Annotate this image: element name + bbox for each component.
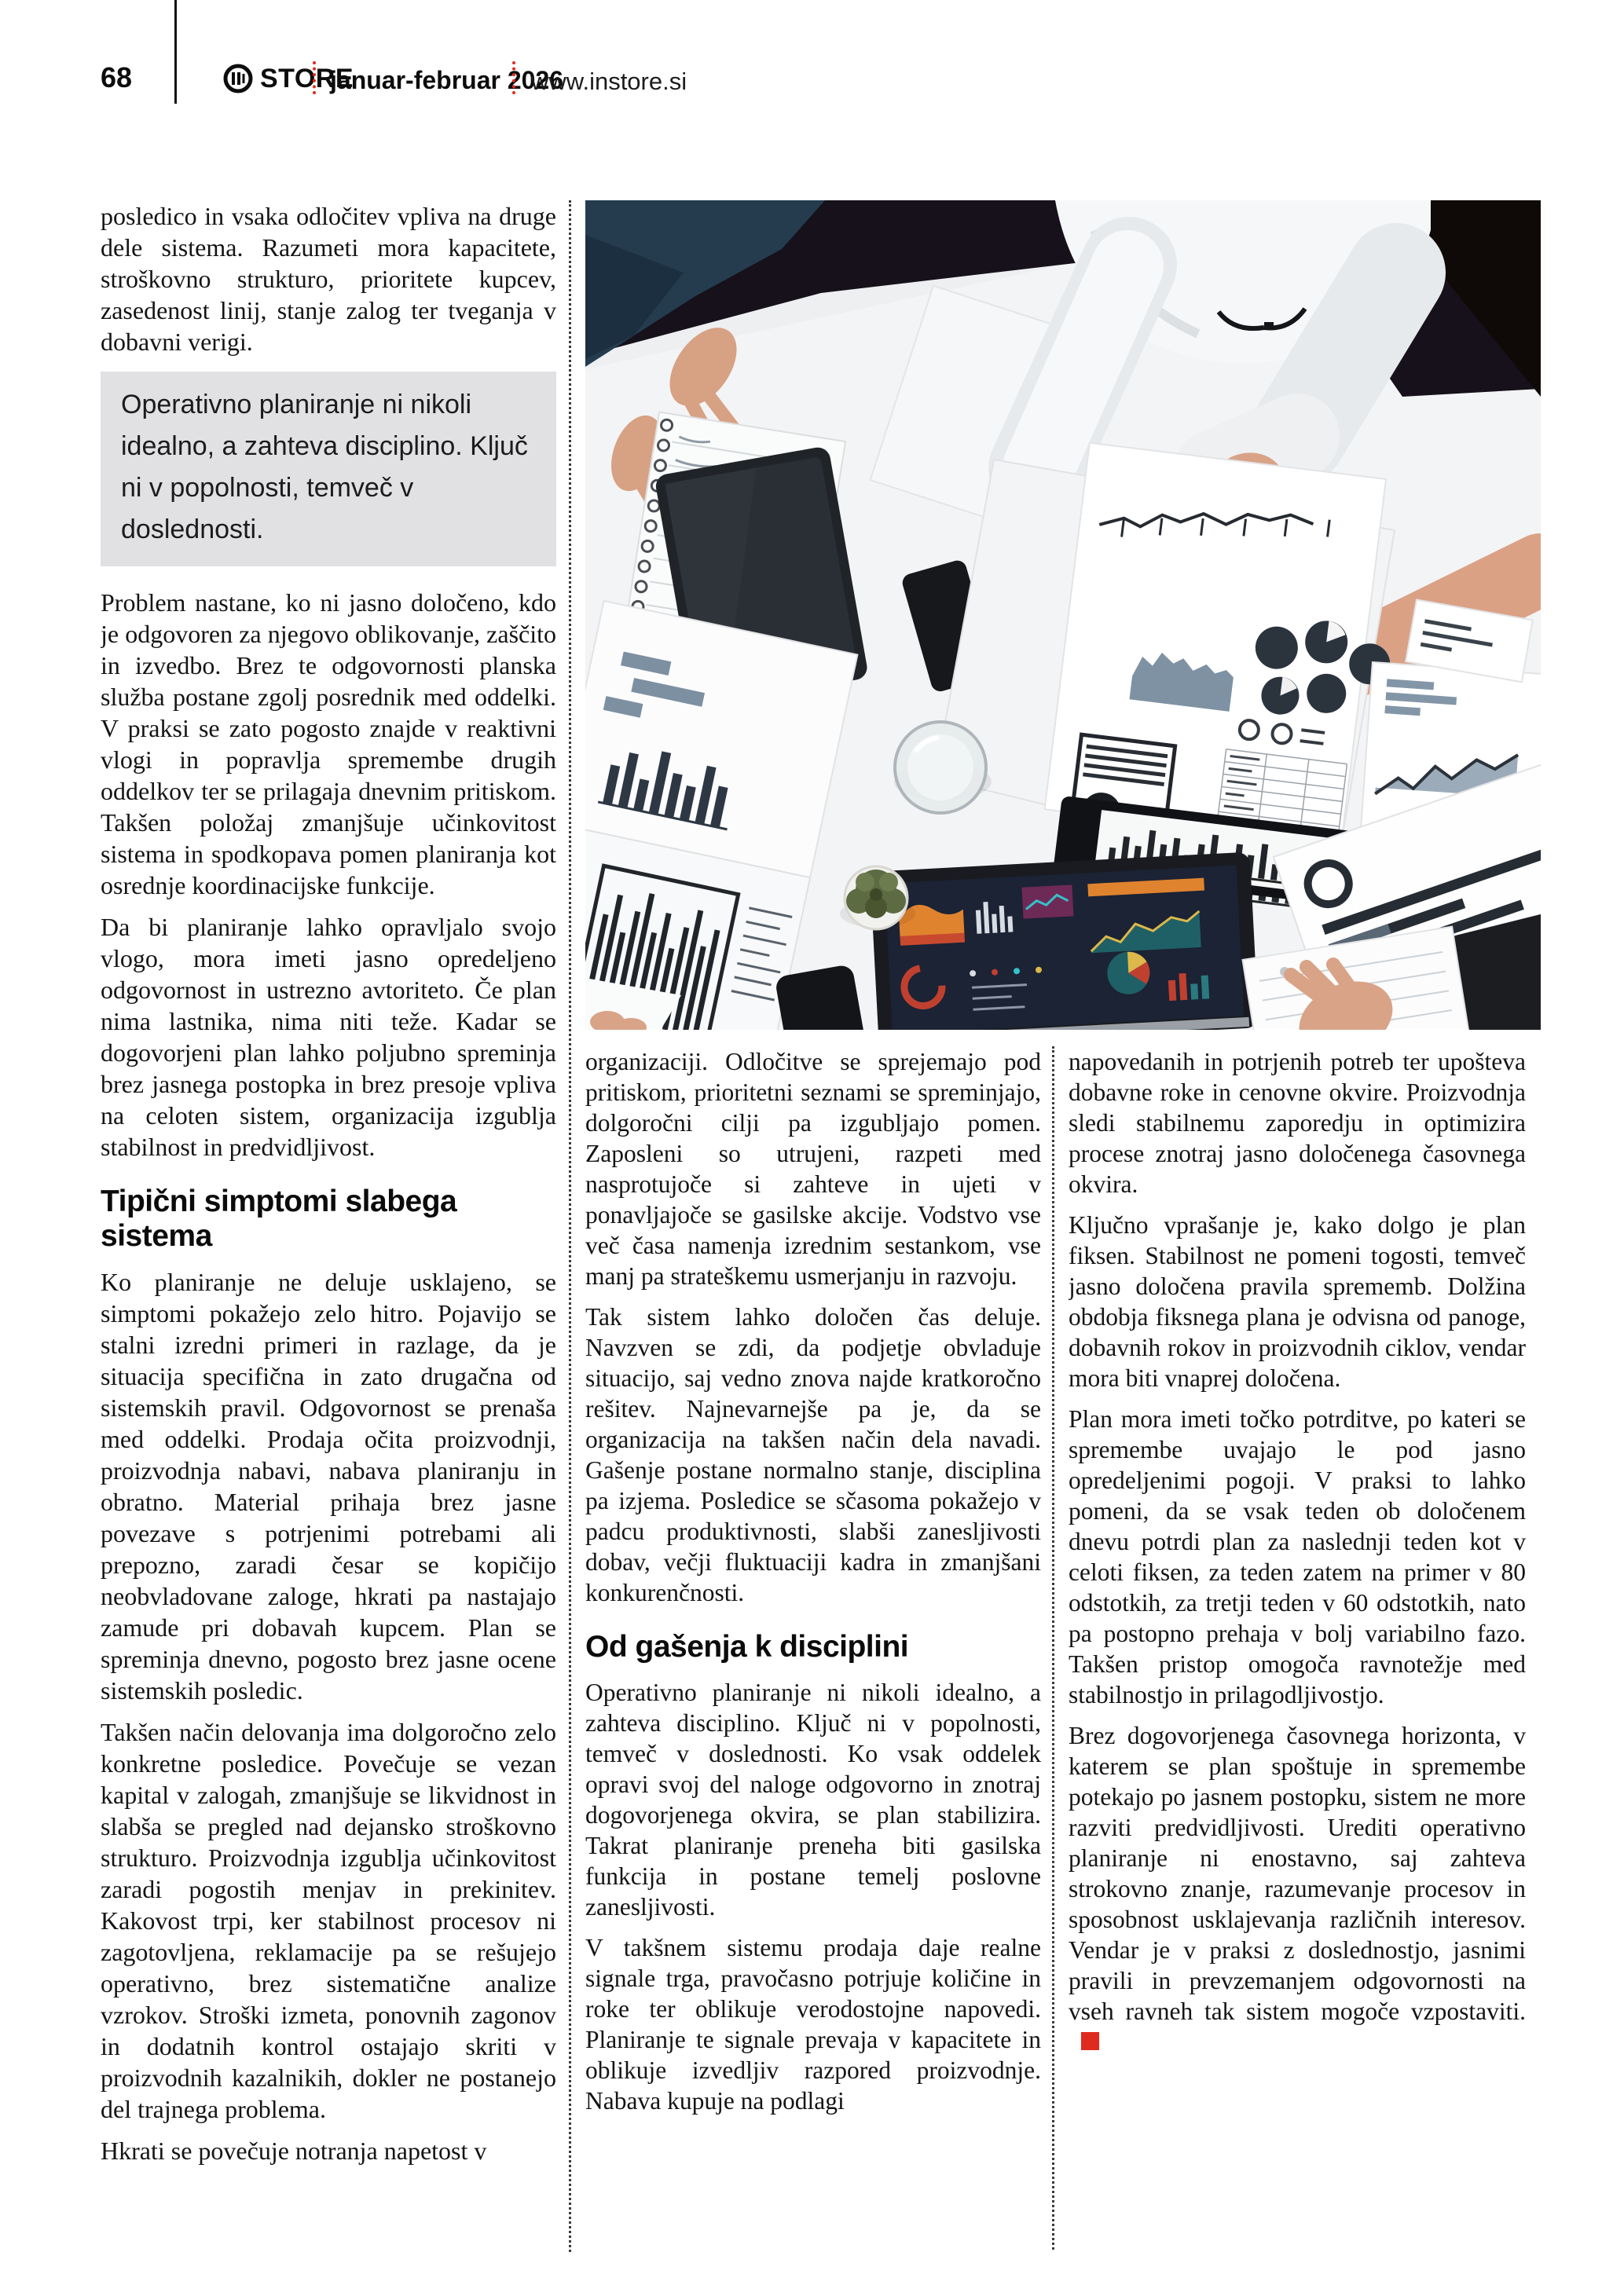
pull-quote: Operativno planiranje ni nikoli idealno, a zahteva disciplino. Ključ ni v popolnosti, temveč v doslednosti. [101, 372, 556, 566]
brand-label: STORE [260, 63, 354, 93]
section-heading-typical-symptoms: Tipični simptomi slabega sistema [101, 1185, 457, 1253]
header-vertical-rule [174, 0, 177, 104]
article-paragraph [1069, 1720, 1526, 2057]
desk-photo [585, 200, 1541, 1030]
page-number: 68 [101, 61, 133, 93]
article-paragraph: V takšnem sistemu prodaja daje realne signale trga, pravočasno potrjuje količine in roke ter oblikuje verodostojne napovedi. Planiranje te signale prevaja v kapacitete in oblikuje izvedljiv razpored proizvodnje. Nabava kupuje na podlagi [585, 1934, 1041, 2115]
red-dotted-separator-icon [512, 61, 515, 94]
article-paragraph: Takšen način delovanja ima dolgoročno zelo konkretne posledice. Povečuje se vezan kapital v zalogah, zmanjšuje se likvidnost in slabša se pregled nad dejansko stroškovno strukturo. Proizvodnja izgublja učinkovitost zaradi pogostih menjav in prekinitev. Kakovost trpi, ker stabilnost procesov ni zagotovljena, reklamacije pa se rešujejo operativno, brez sistematične analize vzrokov. Stroški izmeta, ponovnih zagonov in dodatnih kontrol ostajajo skriti v proizvodnih kazalnikih, dokler ne postanejo del trajnega problema. [101, 1718, 556, 2123]
article-paragraph: Ključno vprašanje je, kako dolgo je plan fiksen. Stabilnost ne pomeni togosti, temveč jasno določena pravila sprememb. Dolžina obdobja fiksnega plana je odvisna od panoge, dobavnih rokov in proizvodnih ciklov, vendar mora biti vnaprej določena. [1069, 1211, 1526, 1392]
article-paragraph: posledico in vsaka odločitev vpliva na druge dele sistema. Razumeti mora kapacitete, stroškovno strukturo, prioritete kupcev, zasedenost linij, stanje zalog ter tveganja v dobavni verigi. [101, 202, 556, 356]
article-end-mark [1081, 2032, 1099, 2050]
article-column-left [101, 200, 556, 2254]
article-paragraph: Plan mora imeti točko potrditve, po kateri se spremembe uvajajo le pod jasno opredeljenimi pogoji. V praksi to lahko pomeni, da se vsak teden ob določenem dnevu potrdi plan za naslednji teden kot v celoti fiksen, za teden zatem na primer v 80 odstotkih, za tretji teden v 60 odstotkih, nato pa postopno prehaja v bolj variabilno fazo. Takšen pristop omogoča ravnotežje med stabilnostjo in prilagodljivostjo. [1069, 1405, 1526, 1708]
article-paragraph: Problem nastane, ko ni jasno določeno, kdo je odgovoren za njegovo oblikovanje, zaščito in izvedbo. Brez te odgovornosti planska služba postane zgolj posrednik med oddelki. V praksi se zato pogosto znajde v reaktivni vlogi in popravlja spremembe drugih oddelkov ter se prilagaja dnevnim pritiskom. Takšen položaj zmanjšuje učinkovitost sistema in spodkopava pomen planiranja kot osrednje koordinacijske funkcije. [101, 588, 556, 899]
article-paragraph-text: Brez dogovorjenega časovnega horizonta, v katerem se plan spoštuje in spremembe potekajo po jasnem postopku, sistem ne more razviti predvidljivosti. Urediti operativno planiranje ni enostavno, saj zahteva strokovno znanje, razumevanje procesov in sposobnost usklajevanja različnih interesov. Vendar je v praksi z doslednostjo, jasnimi pravili in prevzemanjem odgovornosti na vseh ravneh tak sistem mogoče vzpostaviti. [1069, 1722, 1526, 2025]
red-dotted-separator-icon [313, 61, 316, 94]
issue-date: januar-februar 2026 [330, 66, 564, 94]
instore-logo-icon [222, 63, 254, 94]
article-paragraph: napovedanih in potrjenih potreb ter upošteva dobavne roke in cenovne okvire. Proizvodnja sledi stabilnemu zaporedju in optimizira procese znotraj jasno določenega časovnega okvira. [1069, 1048, 1526, 1198]
section-heading-from-firefighting: Od gašenja k disciplini [585, 1630, 909, 1664]
website-url: www.instore.si [531, 68, 687, 95]
article-paragraph: Da bi planiranje lahko opravljalo svojo vlogo, mora imeti jasno opredeljeno odgovornost in ustrezno avtoriteto. Če plan nima lastnika, nima niti teže. Kadar se dogovorjeni plan lahko poljubno spreminja brez jasnega postopka in brez presoje vpliva na celoten sistem, organizacija izgublja stabilnost in predvidljivost. [101, 913, 556, 1161]
article-paragraph: Operativno planiranje ni nikoli idealno, a zahteva disciplino. Ključ ni v popolnosti, temveč v doslednosti. Ko vsak oddelek opravi svoj del naloge odgovorno in znotraj dogovorjenega okvira, se plan stabilizira. Takrat planiranje preneha biti gasilska funkcija in postane temelj poslovne zanesljivosti. [585, 1679, 1041, 1921]
desk-photo-illustration [585, 200, 1541, 1030]
article-paragraph: organizaciji. Odločitve se sprejemajo pod pritiskom, prioritetni seznami se spreminjajo, dolgoročni cilji pa izgubljajo pomen. Zaposleni so utrujeni, razpeti med nasprotujoče si zahteve in ujeti v ponavljajoče se gasilske akcije. Vodstvo vse več časa namenja izrednim sestankom, vse manj pa strateškemu usmerjanju in razvoju. [585, 1048, 1041, 1290]
article-paragraph: Tak sistem lahko določen čas deluje. Navzven se zdi, da podjetje obvladuje situacijo, saj vedno znova najde kratkoročno rešitev. Najnevarnejše pa je, da se organizacija na takšen način dela navadi. Gašenje postane normalno stanje, disciplina pa izjema. Posledice se sčasoma pokažejo v padcu produktivnosti, slabši zanesljivosti dobav, večji fluktuaciji kadra in zmanjšani konkurenčnosti. [585, 1303, 1041, 1606]
article-column-middle [585, 1046, 1041, 2253]
column-divider [1052, 1046, 1054, 2250]
article-column-right [1069, 1046, 1526, 2253]
column-divider [569, 200, 571, 2252]
article-paragraph: Hkrati se povečuje notranja napetost v [101, 2137, 487, 2165]
article-paragraph: Ko planiranje ne deluje usklajeno, se simptomi pokažejo zelo hitro. Pojavijo se stalni izredni primeri in razlage, da je situacija specifična in zato drugačna od sistemskih pravil. Odgovornost se prenaša med oddelki. Prodaja očita proizvodnji, proizvodnja nabavi, nabava planiranju in obratno. Material prihaja brez jasne povezave s potrjenimi potrebami ali prepozno, zaradi česar se kopičijo neobvladovane zaloge, hkrati pa nastajajo zamude pri dobavah kupcem. Plan se spreminja dnevno, pogosto brez jasne ocene sistemskih posledic. [101, 1268, 556, 1705]
